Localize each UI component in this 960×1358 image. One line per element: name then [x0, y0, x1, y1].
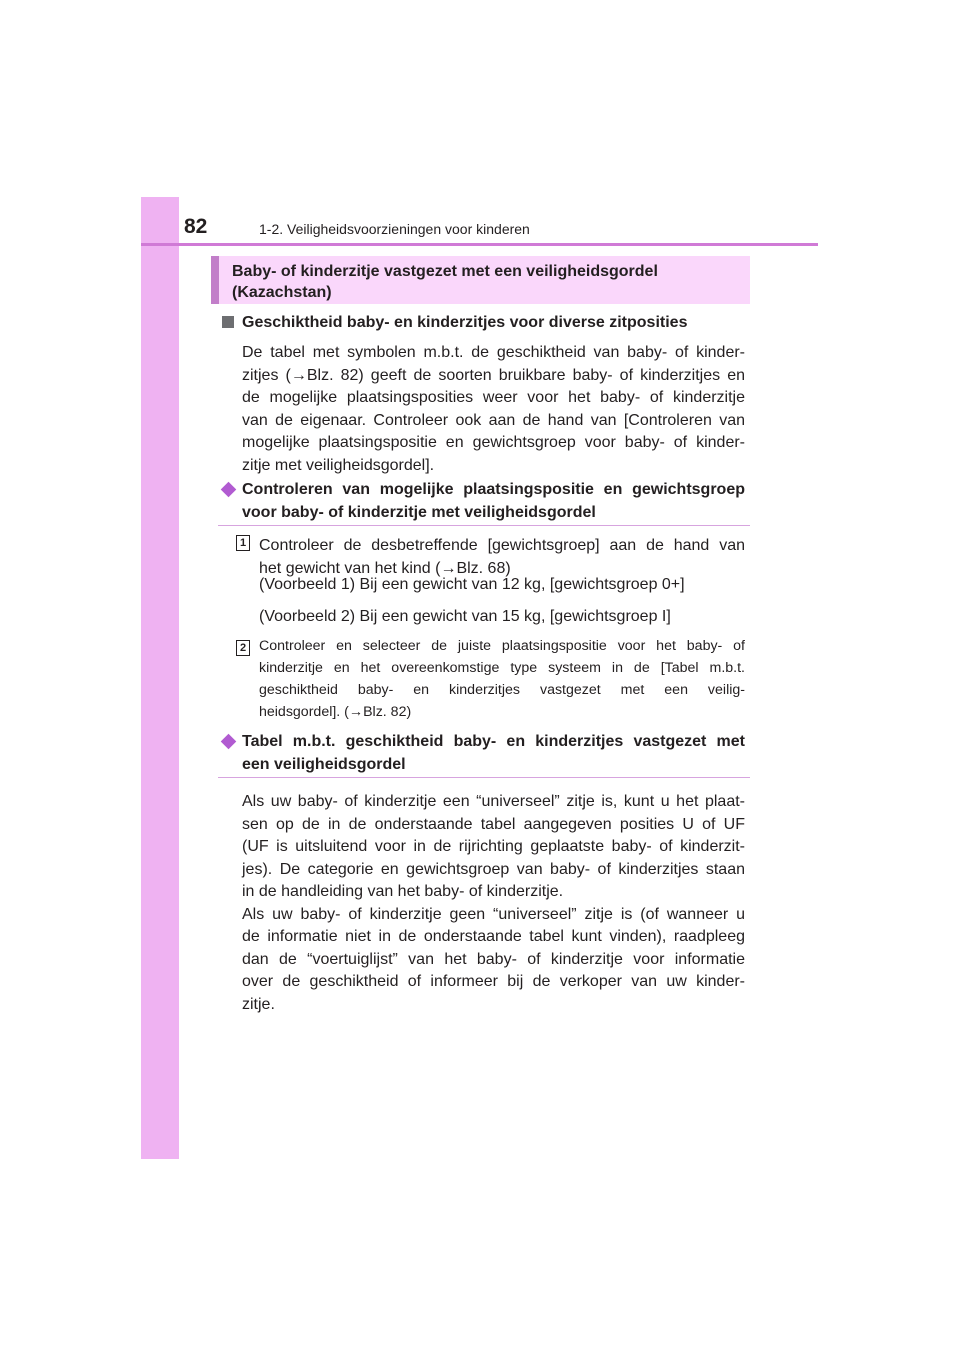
heading-line: een veiligheidsgordel: [242, 756, 406, 773]
body-line: zitje met veiligheidsgordel].: [242, 456, 435, 474]
topic-title-line-2: (Kazachstan): [232, 284, 332, 301]
diamond-bullet-icon: [221, 482, 237, 498]
section-body-suitability-table: [242, 791, 745, 1016]
body-line: Als uw baby- of kinderzitje geen “universeel” zitje is (of wanneer u: [242, 905, 745, 923]
body-line: zitjes (→Blz. 82) geeft de soorten bruikbare baby- of kinderzitjes en: [242, 366, 745, 384]
body-line: (UF is uitsluitend voor in de rijrichting geplaatste baby- of kinderzit-: [242, 838, 745, 855]
topic-title-line-1: Baby- of kinderzitje vastgezet met een veiligheidsgordel: [232, 263, 658, 280]
step-number-1: 1: [236, 535, 250, 551]
step-2-text: [259, 635, 745, 723]
page-number: 82: [184, 215, 208, 238]
chapter-tab-sidebar: [141, 197, 179, 1159]
body-line: van de eigenaar. Controleer ook aan de hand van [Controleren van: [242, 411, 745, 429]
body-line: sen op de in de onderstaande tabel aangegeven posities U of UF: [242, 815, 745, 833]
step-line: Controleer en selecteer de juiste plaatsingspositie voor het baby- of: [259, 638, 745, 654]
heading-underline: [218, 525, 750, 526]
body-line: mogelijke plaatsingspositie en gewichtsgroep voor baby- of kinder-: [242, 434, 745, 451]
header-divider: [141, 243, 818, 246]
step-line: Controleer de desbetreffende [gewichtsgroep] aan de hand van: [259, 537, 745, 554]
body-line: over de geschiktheid of informeer bij de verkoper van uw kinder-: [242, 973, 745, 990]
heading-line: Controleren van mogelijke plaatsingspositie en gewichtsgroep: [242, 481, 745, 498]
square-bullet-icon: [222, 316, 234, 328]
heading-line: Tabel m.b.t. geschiktheid baby- en kinderzitjes vastgezet met: [242, 733, 745, 750]
body-line: jes). De categorie en gewichtsgroep van baby- of kinderzitjes staan: [242, 860, 745, 878]
topic-title-box: [211, 256, 750, 304]
body-line: Als uw baby- of kinderzitje een “universeel” zitje is, kunt u het plaat-: [242, 793, 745, 810]
section-title: 1-2. Veiligheidsvoorzieningen voor kinderen: [259, 221, 530, 237]
step-line: heidsgordel]. (→Blz. 82): [259, 704, 412, 720]
step-line: het gewicht van het kind (→Blz. 68): [259, 560, 511, 577]
example-2: (Voorbeeld 2) Bij een gewicht van 15 kg, [gewichtsgroep I]: [259, 608, 671, 625]
body-line: de mogelijke plaatsingsposities weer voor het baby- of kinderzitje: [242, 389, 745, 406]
section-heading-suitability: Geschiktheid baby- en kinderzitjes voor diverse zitposities: [242, 314, 688, 331]
step-line: geschiktheid baby- en kinderzitjes vastgezet met een veilig-: [259, 682, 745, 698]
diamond-bullet-icon: [221, 734, 237, 750]
step-line: kinderzitje en het overeenkomstige type systeem in de [Tabel m.b.t.: [259, 660, 745, 676]
section-heading-check-position: [242, 478, 745, 524]
heading-underline: [218, 777, 750, 778]
example-1: (Voorbeeld 1) Bij een gewicht van 12 kg, [gewichtsgroep 0+]: [259, 576, 685, 593]
section-heading-suitability-table: [242, 730, 745, 776]
body-line: zitje.: [242, 995, 275, 1013]
body-line: dan de “voertuiglijst” van het baby- of kinderzitje voor informatie: [242, 950, 745, 968]
step-number-2: 2: [236, 640, 250, 656]
body-line: in de handleiding van het baby- of kinderzitje.: [242, 883, 564, 900]
body-line: De tabel met symbolen m.b.t. de geschiktheid van baby- of kinder-: [242, 344, 745, 361]
section-body-suitability: [242, 342, 745, 477]
body-line: de informatie niet in de onderstaande tabel kunt vinden), raadpleeg: [242, 928, 745, 945]
heading-line: voor baby- of kinderzitje met veiligheidsgordel: [242, 504, 596, 521]
